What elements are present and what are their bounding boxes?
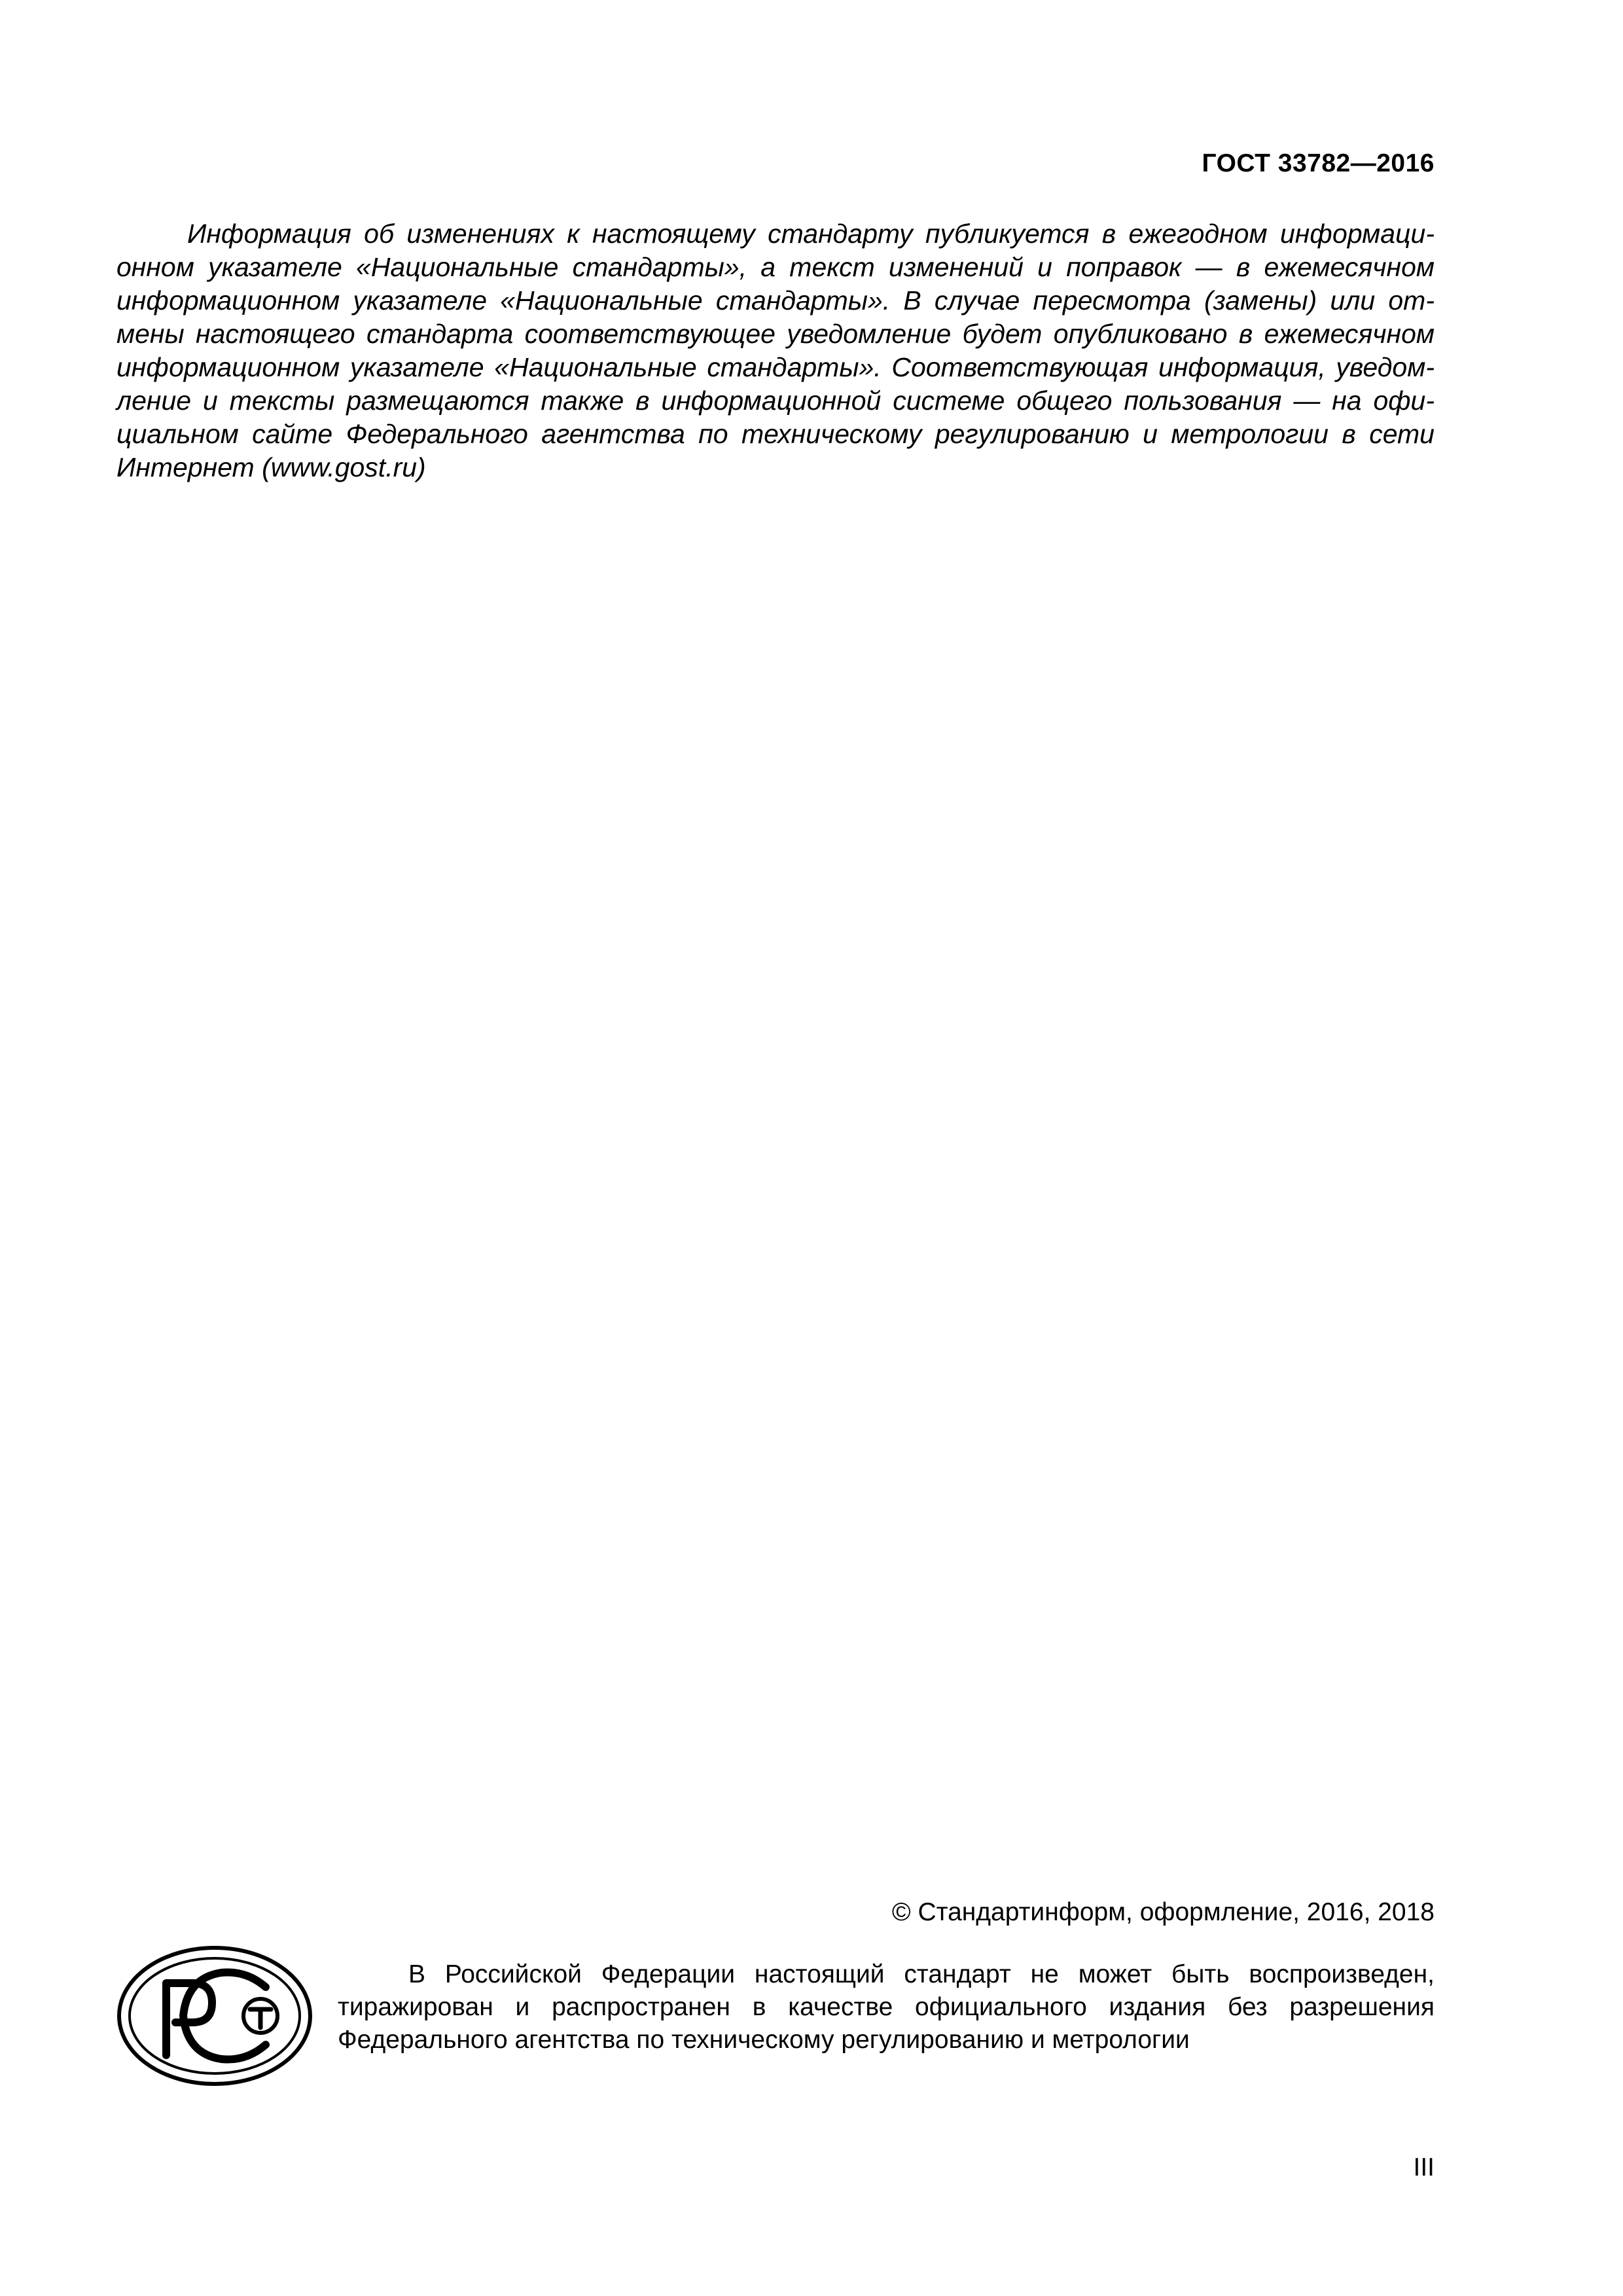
page-number: III: [1413, 2153, 1435, 2181]
notice-line: ление и тексты размещаются также в информационной системе общего пользования — на офи-: [116, 386, 1435, 416]
notice-line: информационном указателе «Национальные стандарты». Соответствующая информация, уведом-: [116, 352, 1435, 382]
notice-line: мены настоящего стандарта соответствующее уведомление будет опубликовано в ежемесячном: [116, 319, 1435, 349]
rights-line: В Российской Федерации настоящий стандарт не может быть воспроизведен,: [408, 1960, 1435, 1988]
notice-line: информационном указателе «Национальные стандарты». В случае пересмотра (замены) или от-: [116, 285, 1435, 315]
rst-logo-icon: [115, 1944, 314, 2088]
reproduction-rights-notice: [338, 1958, 1435, 2056]
page-header-standard-code: ГОСТ 33782—2016: [1202, 149, 1435, 177]
rights-line: тиражирован и распространен в качестве официального издания без разрешения: [338, 1993, 1435, 2021]
notice-line: онном указателе «Национальные стандарты», а текст изменений и поправок — в ежемесячном: [116, 252, 1435, 282]
notice-paragraph: [116, 217, 1435, 484]
notice-line: Информация об изменениях к настоящему стандарту публикуется в ежегодном информаци-: [187, 219, 1435, 249]
rights-line: Федерального агентства по техническому регулированию и метрологии: [338, 2026, 1190, 2054]
notice-line: Интернет (www.gost.ru): [116, 452, 426, 482]
notice-line: циальном сайте Федерального агентства по техническому регулированию и метрологии в сети: [116, 419, 1435, 449]
copyright-notice: © Стандартинформ, оформление, 2016, 2018: [891, 1898, 1435, 1926]
